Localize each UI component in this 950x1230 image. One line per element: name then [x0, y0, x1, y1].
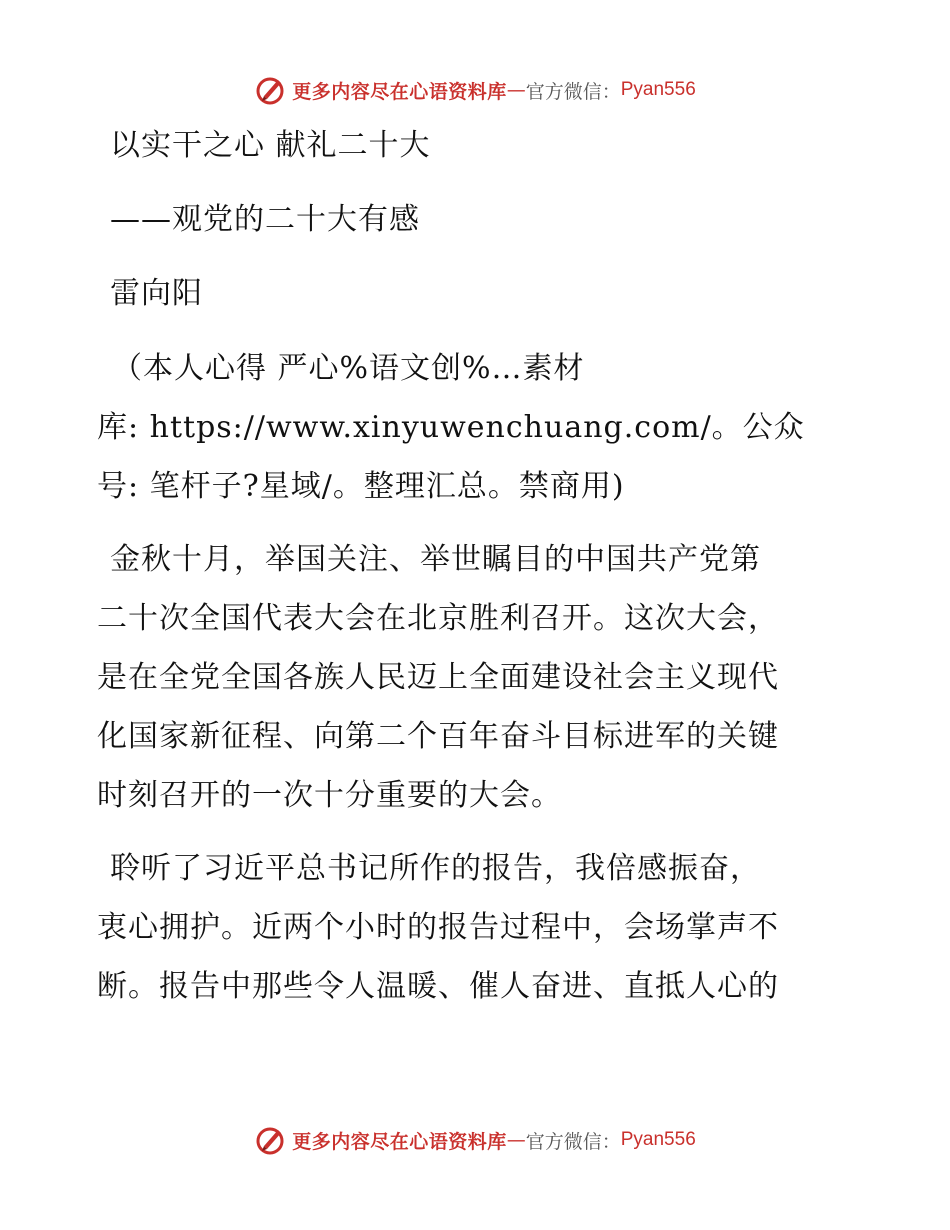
paragraph-line: 化国家新征程、向第二个百年奋斗目标进军的关键: [97, 719, 779, 754]
notice-line: 库: https://www.xinyuwenchuang.com/。公众: [97, 410, 805, 445]
document-subtitle: ——观党的二十大有感: [110, 202, 420, 237]
document-title: 以实干之心 献礼二十大: [110, 128, 431, 163]
notice-line: （本人心得 严心%语文创%…素材: [112, 351, 585, 386]
banner-main-text: 更多内容尽在心语资料库: [292, 80, 507, 103]
paragraph-line: 是在全党全国各族人民迈上全面建设社会主义现代: [97, 660, 779, 695]
banner-dash: —: [506, 1129, 526, 1151]
notice-line: 号: 笔杆子?星域/。整理汇总。禁商用): [97, 469, 625, 504]
banner-wechat-id: Pyan556: [620, 1129, 696, 1150]
footer-banner: [0, 1120, 950, 1160]
paragraph-line: 断。报告中那些令人温暖、催人奋进、直抵人心的: [97, 969, 779, 1004]
banner-wechat-id: Pyan556: [620, 79, 696, 100]
banner-main-text: 更多内容尽在心语资料库: [292, 1130, 507, 1153]
paragraph-line: 金秋十月，举国关注、举世瞩目的中国共产党第: [110, 542, 761, 577]
banner-dash: —: [506, 79, 526, 101]
paragraph-line: 时刻召开的一次十分重要的大会。: [97, 778, 562, 813]
paragraph-line: 衷心拥护。近两个小时的报告过程中，会场掌声不: [97, 910, 779, 945]
header-banner: [0, 70, 950, 110]
quill-logo-icon: [254, 1124, 286, 1156]
document-author: 雷向阳: [110, 276, 203, 311]
quill-logo-icon: [254, 74, 286, 106]
banner-sub-text: 官方微信：: [525, 80, 621, 103]
banner-sub-text: 官方微信：: [525, 1130, 621, 1153]
paragraph-line: 二十次全国代表大会在北京胜利召开。这次大会，: [97, 601, 779, 636]
paragraph-line: 聆听了习近平总书记所作的报告，我倍感振奋，: [110, 851, 761, 886]
